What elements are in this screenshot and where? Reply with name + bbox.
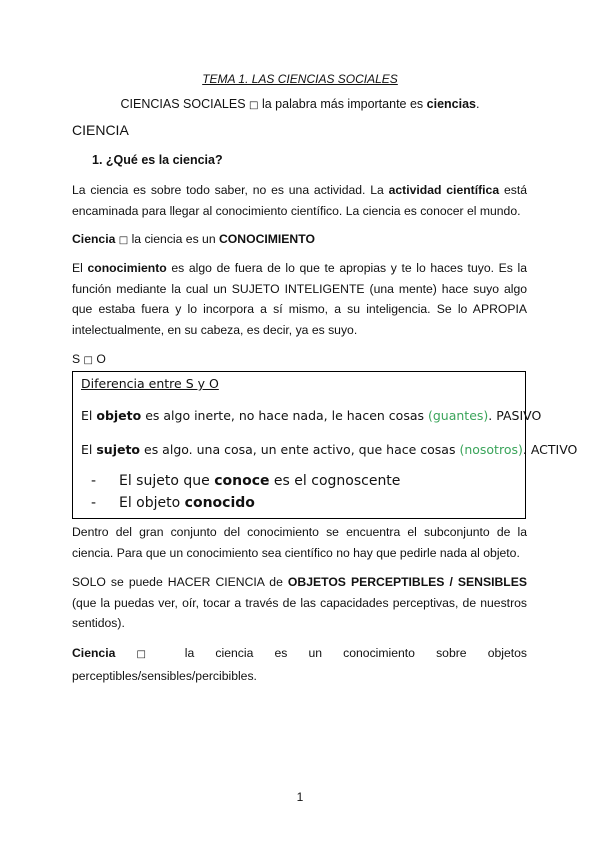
p1-text-c: está encaminada para llegar al conocimiento científico. La ciencia es conocer el mundo.: [72, 183, 527, 218]
p2-text-a: El: [72, 261, 88, 275]
subtitle-mid: la palabra más importante es: [261, 97, 424, 111]
box-line2-c: es algo. una cosa, un ente activo, que hace cosas: [140, 442, 460, 457]
box-line-sujeto: [81, 442, 577, 457]
paragraph-4: [72, 572, 527, 634]
box-line1-green: (guantes): [427, 408, 489, 423]
bullet1-a: El sujeto que: [119, 473, 215, 489]
subtitle-line: [0, 97, 600, 111]
definition-line-1: [72, 229, 527, 252]
o-letter: O: [96, 352, 106, 366]
arrow-glyph: □: [118, 235, 129, 246]
box-line2-bold: sujeto: [96, 442, 141, 457]
paragraph-3: Dentro del gran conjunto del conocimiento se encuentra el subconjunto de la ciencia. Para que un conocimiento sea científico no hay que pedirle nada al objeto.: [72, 525, 527, 560]
subtitle-post: .: [476, 97, 480, 111]
p4-text-c: (que la puedas ver, oír, tocar a través de las capacidades perceptivas, de nuestros sentidos).: [72, 595, 527, 630]
def1-bold: Ciencia: [72, 232, 116, 246]
s-o-line: [72, 349, 527, 372]
document-title: TEMA 1. LAS CIENCIAS SOCIALES: [202, 72, 398, 86]
box-line-objeto: [81, 408, 541, 423]
subtitle-pre: CIENCIAS SOCIALES: [120, 97, 246, 111]
def1-bold2: CONOCIMIENTO: [219, 232, 315, 246]
box-line1-d: . PASIVO: [488, 408, 542, 423]
def1-mid: la ciencia es un: [131, 232, 216, 246]
box-title: Diferencia entre S y O: [81, 376, 219, 391]
arrow-glyph: □: [83, 355, 93, 366]
paragraph-2: [72, 258, 527, 340]
p5-rest: la ciencia es un conocimiento sobre objetos perceptibles/sensibles/percibibles.: [72, 646, 527, 683]
bullet1-bold: conoce: [214, 473, 270, 489]
question-heading: 1. ¿Qué es la ciencia?: [92, 153, 223, 167]
box-line2-green: (nosotros): [459, 442, 523, 457]
box-line2-d: . ACTIVO: [522, 442, 578, 457]
p4-bold: OBJETOS PERCEPTIBLES / SENSIBLES: [287, 575, 527, 589]
box-bullet-2: [91, 495, 255, 511]
p1-bold: actividad científica: [388, 183, 500, 197]
box-line1-c: es algo inerte, no hace nada, le hacen cosas: [141, 408, 428, 423]
bullet-dash: -: [91, 495, 97, 511]
arrow-glyph: □: [249, 100, 259, 111]
page-number: 1: [296, 790, 304, 804]
p5-bold: Ciencia: [72, 646, 116, 660]
p2-text-c: es algo de fuera de lo que te apropias y te lo haces tuyo. Es la función mediante la cual un SUJETO INTELIGENTE (una mente) hace suyo algo que estaba fuera y lo incorpora a sí mismo, a su inteligencia. Se lo APROPIA intelectualmente, en su cabeza, es decir, ya es suyo.: [72, 261, 527, 337]
box-line2-a: El: [81, 442, 97, 457]
box-bullet-1: [91, 473, 400, 489]
bullet1-c: es el cognoscente: [269, 473, 401, 489]
s-letter: S: [72, 352, 81, 366]
arrow-glyph: □: [136, 649, 164, 660]
p2-bold: conocimiento: [87, 261, 167, 275]
bullet2-a: El objeto: [119, 495, 185, 511]
section-heading: CIENCIA: [72, 122, 129, 138]
p1-text-a: La ciencia es sobre todo saber, no es una actividad. La: [72, 183, 389, 197]
paragraph-5: [72, 643, 527, 686]
subtitle-bold: ciencias: [426, 97, 476, 111]
p4-text-a: SOLO se puede HACER CIENCIA de: [72, 575, 288, 589]
box-line1-bold: objeto: [96, 408, 142, 423]
difference-box: [72, 371, 578, 519]
bullet-dash: -: [91, 473, 97, 489]
paragraph-1: [72, 180, 527, 221]
bullet2-bold: conocido: [184, 495, 255, 511]
box-line1-a: El: [81, 408, 97, 423]
